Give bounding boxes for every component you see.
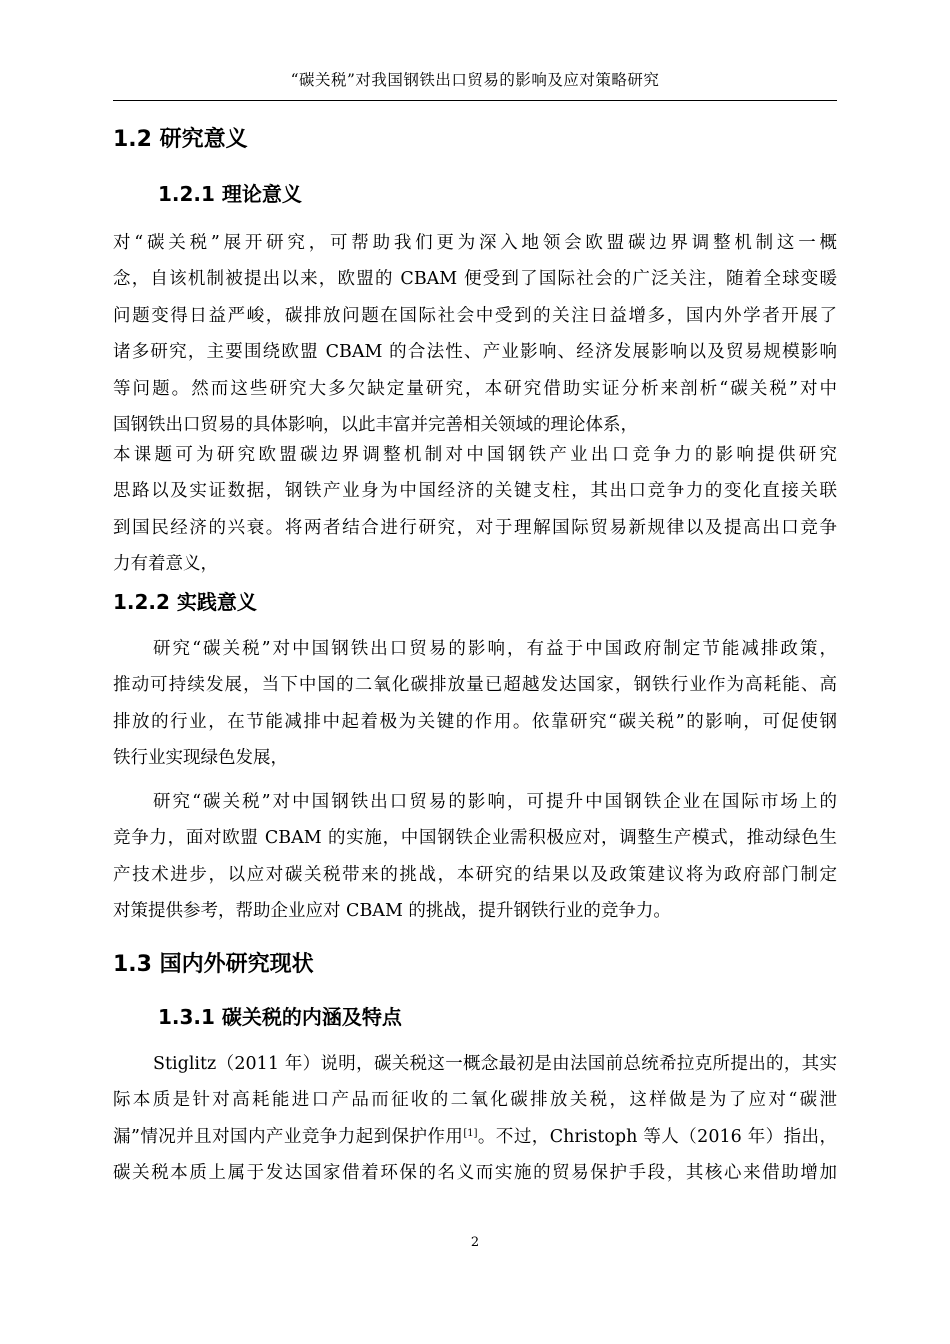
paragraph-theory-1: [113, 225, 837, 443]
header-rule: [113, 100, 837, 101]
heading-1-3-1: 1.3.1 碳关税的内涵及特点: [158, 1005, 402, 1029]
text-line: 问题变得日益严峻，碳排放问题在国际社会中受到的关注日益增多，国内外学者开展了: [113, 305, 837, 326]
heading-1-2-1: 1.2.1 理论意义: [158, 182, 302, 206]
text-line: 等问题。然而这些研究大多欠缺定量研究，本研究借助实证分析来剖析“碳关税”对中: [113, 378, 837, 399]
text-line: 国钢铁出口贸易的具体影响，以此丰富并完善相关领域的理论体系，: [113, 414, 638, 435]
paragraph-practice-2: [113, 784, 837, 930]
text-segment: 。不过，Christoph 等人（2016 年）指出，: [477, 1126, 837, 1147]
text-line: 竞争力，面对欧盟 CBAM 的实施，中国钢铁企业需积极应对，调整生产模式，推动绿色生: [113, 828, 837, 849]
text-line: 碳关税本质上属于发达国家借着环保的名义而实施的贸易保护手段，其核心来借助增加: [113, 1163, 837, 1184]
text-line: 铁行业实现绿色发展，: [113, 748, 288, 769]
paragraph-practice-1: [113, 631, 837, 777]
text-line: [113, 1119, 837, 1155]
running-header: “碳关税”对我国钢铁出口贸易的影响及应对策略研究: [290, 71, 660, 89]
text-line: 际本质是针对高耗能进口产品而征收的二氧化碳排放关税，这样做是为了应对“碳泄: [113, 1090, 837, 1111]
text-line: 推动可持续发展，当下中国的二氧化碳排放量已超越发达国家，钢铁行业作为高耗能、高: [113, 675, 837, 696]
paragraph-carbon-tariff: [113, 1046, 837, 1192]
heading-1-2-2: 1.2.2 实践意义: [113, 590, 257, 614]
text-segment: 漏”情况并且对国内产业竞争力起到保护作用: [113, 1126, 464, 1147]
text-line: 研究“碳关税”对中国钢铁出口贸易的影响，有益于中国政府制定节能减排政策，: [153, 639, 837, 659]
text-line: 到国民经济的兴衰。将两者结合进行研究，对于理解国际贸易新规律以及提高出口竞争: [113, 517, 837, 538]
text-line: 排放的行业，在节能减排中起着极为关键的作用。依靠研究“碳关税”的影响，可促使钢: [113, 711, 837, 732]
text-line: 对策提供参考，帮助企业应对 CBAM 的挑战，提升钢铁行业的竞争力。: [113, 901, 671, 922]
text-line: 本课题可为研究欧盟碳边界调整机制对中国钢铁产业出口竞争力的影响提供研究: [113, 445, 837, 465]
heading-1-3: 1.3 国内外研究现状: [113, 952, 314, 977]
text-line: 思路以及实证数据，钢铁产业身为中国经济的关键支柱，其出口竞争力的变化直接关联: [113, 481, 837, 502]
text-line: 力有着意义，: [113, 554, 218, 575]
text-line: 诸多研究，主要围绕欧盟 CBAM 的合法性、产业影响、经济发展影响以及贸易规模影响: [113, 342, 837, 363]
page-number: 2: [470, 1235, 480, 1250]
paragraph-theory-2: [113, 437, 837, 583]
text-line: 研究“碳关税”对中国钢铁出口贸易的影响，可提升中国钢铁企业在国际市场上的: [153, 792, 837, 812]
text-line: 念，自该机制被提出以来，欧盟的 CBAM 便受到了国际社会的广泛关注，随着全球变暖: [113, 269, 837, 290]
text-line: 对“碳关税”展开研究，可帮助我们更为深入地领会欧盟碳边界调整机制这一概: [113, 233, 837, 253]
text-line: 产技术进步，以应对碳关税带来的挑战，本研究的结果以及政策建议将为政府部门制定: [113, 864, 837, 885]
citation-ref: [1]: [463, 1127, 478, 1139]
text-line: Stiglitz（2011 年）说明，碳关税这一概念最初是由法国前总统希拉克所提出的，其实: [153, 1054, 837, 1074]
heading-1-2: 1.2 研究意义: [113, 127, 248, 152]
